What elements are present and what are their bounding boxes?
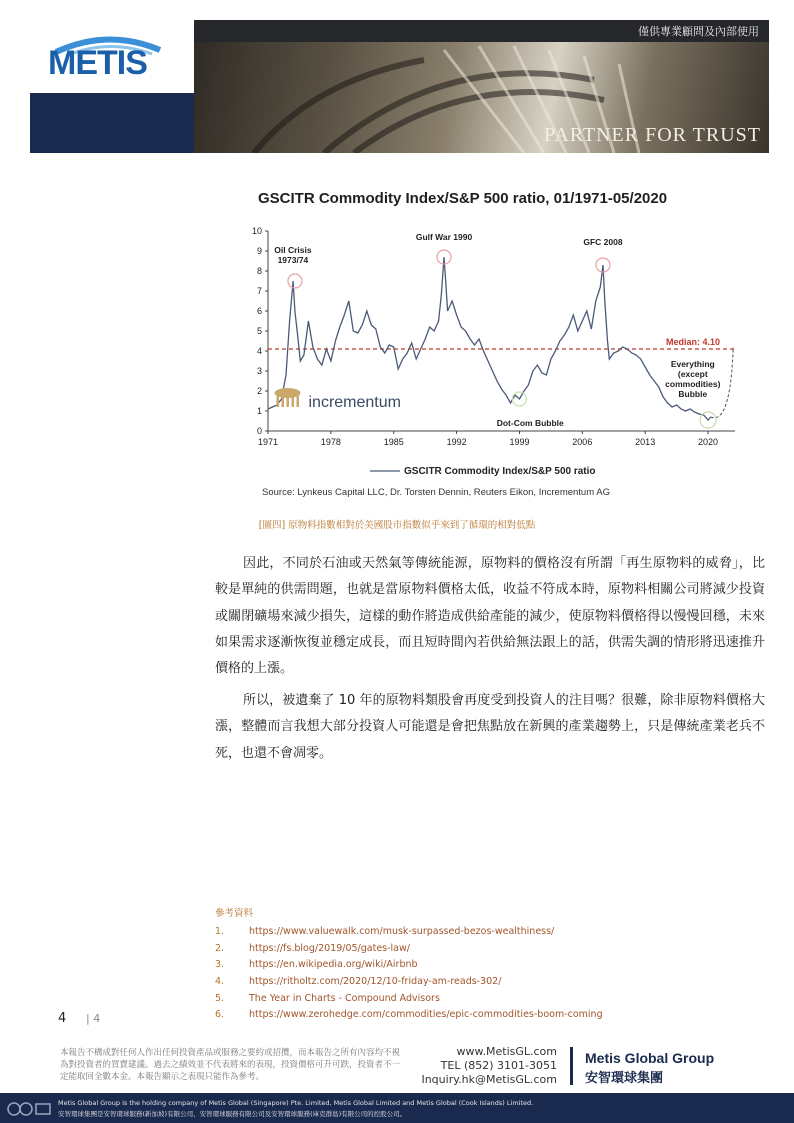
page-total-value: 4	[93, 1012, 101, 1025]
reference-link[interactable]: https://www.valuewalk.com/musk-surpassed-bezos-wealthiness/	[249, 925, 555, 937]
reference-link[interactable]: https://fs.blog/2019/05/gates-law/	[249, 942, 410, 954]
x-tick-label: 1985	[383, 437, 404, 447]
x-tick-label: 2006	[572, 437, 593, 447]
annotation-label: commodities)	[665, 379, 721, 389]
page-total: | 4	[86, 1012, 101, 1025]
contact-divider	[570, 1047, 573, 1085]
reference-number: 3.	[215, 959, 225, 971]
y-tick-label: 8	[256, 266, 262, 276]
x-tick-label: 2020	[698, 437, 719, 447]
reference-link[interactable]: https://www.zerohedge.com/commodities/epic-commodities-boom-coming	[249, 1009, 603, 1021]
reference-item	[215, 990, 603, 1007]
header-banner	[194, 20, 769, 153]
y-tick-label: 6	[256, 306, 262, 316]
reference-number: 2.	[215, 942, 225, 954]
references	[215, 905, 603, 1023]
watermark-tree-icon	[274, 388, 300, 398]
footer-line-en: Metis Global Group is the holding company of Metis Global (Singapore) Pte. Limited, Metis Global Limited and Metis Global (Cook Islands) Limited.	[58, 1099, 534, 1107]
chart-title: GSCITR Commodity Index/S&P 500 ratio, 01/1971-05/2020	[258, 190, 668, 207]
reference-link[interactable]: https://ritholtz.com/2020/12/10-friday-am-reads-302/	[249, 975, 502, 987]
page-number: 4	[58, 1011, 67, 1026]
watermark-label: incrementum	[308, 394, 401, 411]
email-link[interactable]: Inquiry.hk@MetisGL.com	[421, 1073, 557, 1086]
ratio-line-chart	[240, 215, 750, 480]
median-label: Median: 4.10	[665, 337, 720, 347]
annotation-label: Gulf War 1990	[415, 232, 473, 242]
references-title: 參考資料	[215, 908, 254, 919]
y-tick-label: 4	[256, 346, 262, 356]
reference-item	[215, 940, 603, 957]
reference-item	[215, 1006, 603, 1023]
footer-line-zh: 安智環球集團是安智環球服務(新加坡)有限公司、安智環球服務有限公司及安智環球服務(庫克群島)有限公司的控股公司。	[58, 1110, 407, 1118]
y-tick-label: 9	[256, 246, 262, 256]
y-tick-label: 3	[256, 366, 262, 376]
reference-number: 5.	[215, 992, 225, 1004]
figure-caption: [圖四] 原物料指數相對於美國股市指數似乎來到了循環的相對低點	[258, 520, 536, 531]
annotation-label: GFC 2008	[583, 237, 623, 247]
y-tick-label: 0	[256, 426, 262, 436]
annotation-label: Bubble	[678, 389, 708, 399]
chart-source: Source: Lynkeus Capital LLC, Dr. Torsten Dennin, Reuters Eikon, Incrementum AG	[262, 487, 610, 498]
website-link[interactable]: www.MetisGL.com	[456, 1045, 557, 1058]
reference-item	[215, 973, 603, 990]
group-name-en: Metis Global Group	[585, 1050, 715, 1066]
contact-block	[410, 1045, 557, 1087]
reference-number: 6.	[215, 1009, 225, 1021]
y-tick-label: 5	[256, 326, 262, 336]
annotation-label: 1973/74	[277, 255, 309, 265]
y-tick-label: 1	[256, 406, 262, 416]
annotation-label: (except	[677, 369, 708, 379]
x-tick-label: 1992	[446, 437, 467, 447]
x-tick-label: 1999	[509, 437, 530, 447]
phone-number: TEL (852) 3101-3051	[440, 1059, 557, 1072]
reference-link[interactable]: https://en.wikipedia.org/wiki/Airbnb	[249, 959, 418, 971]
reference-number: 1.	[215, 925, 225, 937]
y-tick-label: 2	[256, 386, 262, 396]
paragraph-2: 所以，被遺棄了 10 年的原物料類股會再度受到投資人的注目嗎？很難，除非原物料價格大漲，整體而言我想大部分投資人可能還是會把焦點放在新興的產業趨勢上，只是傳統產業老兵不死，也還不會凋零。	[215, 693, 765, 761]
group-name-zh: 安智環球集團	[585, 1071, 664, 1086]
y-tick-label: 7	[256, 286, 262, 296]
peak-highlight-circle	[288, 274, 302, 288]
reference-item	[215, 956, 603, 973]
footer-bar	[0, 1093, 794, 1123]
annotation-label: Everything	[670, 359, 715, 369]
x-tick-label: 2013	[635, 437, 656, 447]
reference-item	[215, 923, 603, 940]
legend-label: GSCITR Commodity Index/S&P 500 ratio	[404, 466, 596, 477]
disclaimer: 本報告不構成對任何人作出任何投資產品或服務之要約或招攬，而本報告之所有內容均不視為對投資者的買賣建議。過去之績效並不代表將來的表現，投資價格可升可跌，投資者不一定能取回全數本金。本報告顯示之表現只能作為參考。	[60, 1048, 401, 1082]
reference-number: 4.	[215, 975, 225, 987]
internal-use-note: 僅供專業顧問及內部使用	[638, 25, 759, 38]
reference-link[interactable]: The Year in Charts - Compound Advisors	[249, 992, 440, 1004]
x-tick-label: 1978	[320, 437, 341, 447]
annotation-label: Oil Crisis	[274, 245, 312, 255]
x-tick-label: 1971	[257, 437, 279, 447]
y-tick-label: 10	[251, 226, 262, 236]
annotation-label: Dot-Com Bubble	[496, 418, 564, 428]
logo: METIS	[48, 44, 147, 82]
banner-tagline: PARTNER FOR TRUST	[544, 124, 761, 146]
watermark-logo-icon	[4, 1098, 54, 1120]
paragraph-1: 因此，不同於石油或天然氣等傳統能源，原物料的價格沒有所謂「再生原物料的威脅」，比較是單純的供需問題，也就是當原物料價格太低，收益不符成本時，原物料相關公司將減少投資或關閉礦場來減少損失，這樣的動作將造成供給產能的減少，使原物料價格得以慢慢回穩，未來如果需求逐漸恢復並穩定成長，而且短時間內若供給無法跟上的話，供需失調的情形將迅速推升價格的上漲。	[215, 556, 765, 677]
